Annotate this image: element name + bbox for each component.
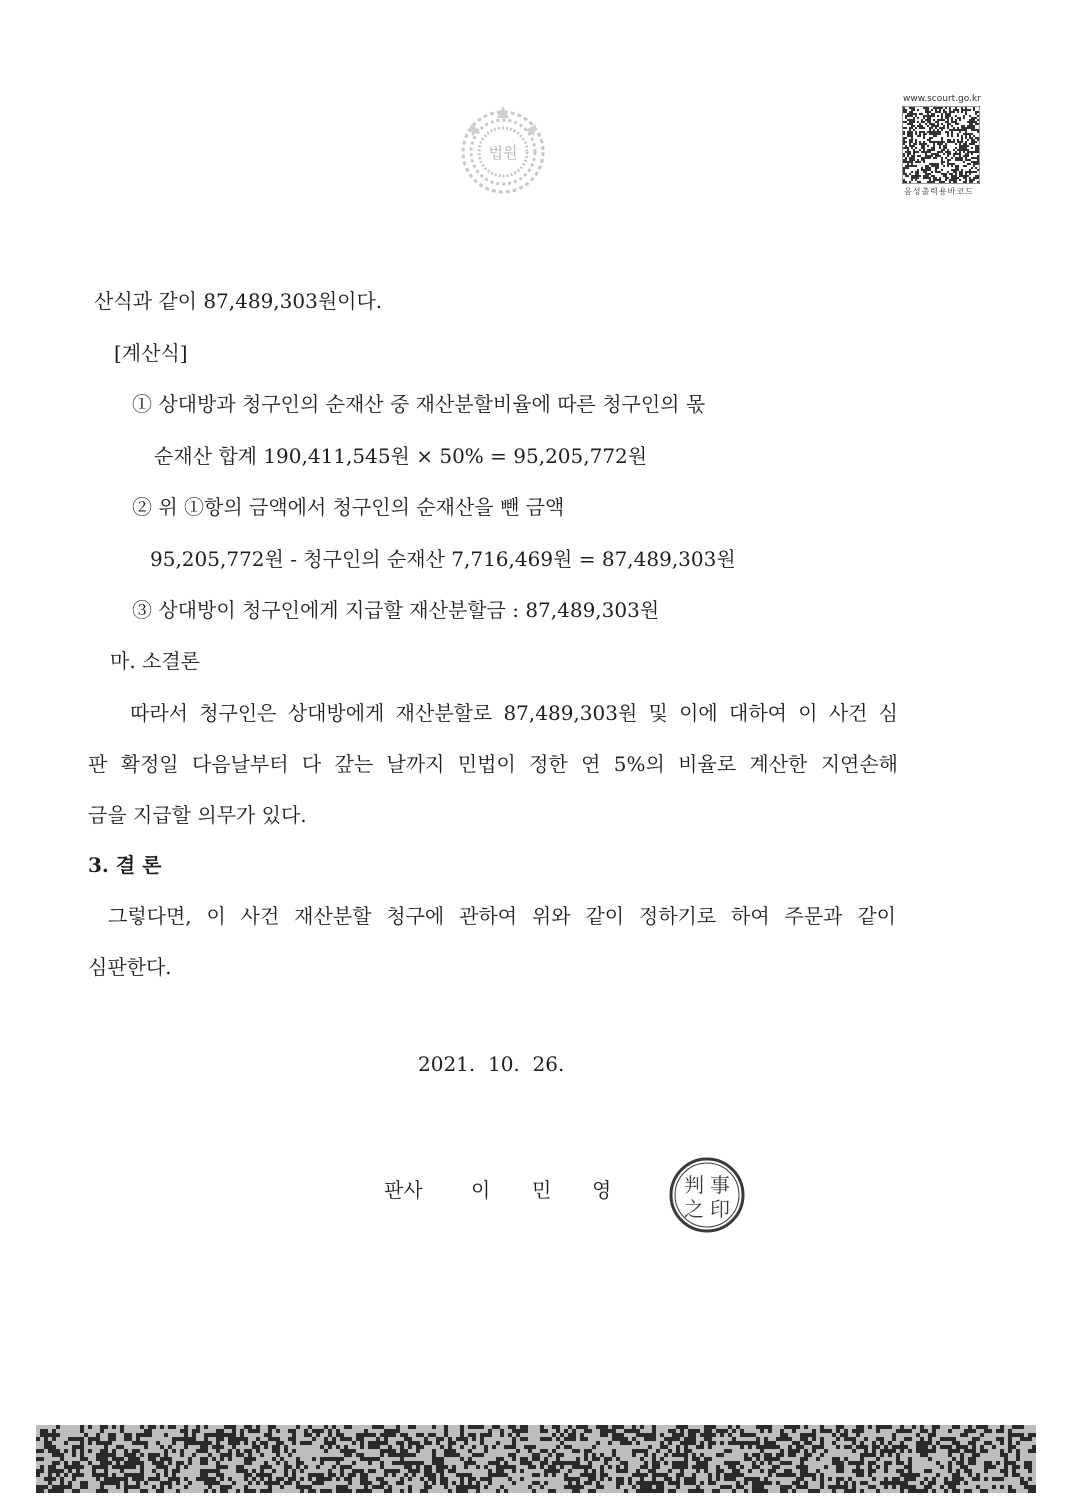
court-emblem-icon: [448, 102, 558, 202]
final-paragraph-line-2: 심판한다.: [88, 955, 172, 979]
emblem-label: 법원: [488, 144, 518, 162]
calc-step-3: ③ 상대방이 청구인에게 지급할 재산분할금 : 87,489,303원: [132, 598, 660, 622]
svg-text:之: 之: [684, 1197, 704, 1221]
document-barcode-strip: [36, 1425, 1036, 1493]
qr-url-label: www.scourt.go.kr: [903, 94, 981, 104]
svg-text:印: 印: [710, 1197, 730, 1221]
decision-date: 2021. 10. 26.: [418, 1052, 565, 1076]
final-paragraph-line-1: 그렇다면, 이 사건 재산분할 청구에 관하여 위와 같이 정하기로 하여 주문과 같이: [108, 904, 896, 928]
calc-heading: [계산식]: [114, 341, 188, 365]
conclusion-paragraph-line-2: 판 확정일 다음날부터 다 갚는 날까지 민법이 정한 연 5%의 비율로 계산한 지연손해: [88, 752, 898, 776]
section-heading-3: 3. 결 론: [88, 853, 162, 877]
intro-line: 산식과 같이 87,489,303원이다.: [94, 289, 383, 313]
judge-seal-stamp: [668, 1156, 746, 1234]
judge-name-char-1: 이: [471, 1178, 491, 1202]
calc-step-1-title: ① 상대방과 청구인의 순재산 중 재산분할비율에 따른 청구인의 몫: [132, 392, 706, 416]
svg-text:判: 判: [684, 1173, 704, 1197]
judge-name-char-2: 민: [532, 1178, 552, 1202]
calc-step-1-formula: 순재산 합계 190,411,545원 × 50% = 95,205,772원: [154, 444, 648, 468]
judge-name-char-3: 영: [592, 1178, 612, 1202]
section-heading-ma: 마. 소결론: [110, 649, 200, 673]
svg-text:事: 事: [710, 1173, 730, 1197]
conclusion-paragraph-line-3: 금을 지급할 의무가 있다.: [88, 803, 307, 827]
qr-caption-label: 음성출력용바코드: [904, 187, 974, 196]
qr-code-icon: [902, 106, 980, 184]
judge-title: 판사: [384, 1178, 423, 1202]
conclusion-paragraph-line-1: 따라서 청구인은 상대방에게 재산분할로 87,489,303원 및 이에 대하여 이 사건 심: [130, 701, 898, 725]
calc-step-2-title: ② 위 ①항의 금액에서 청구인의 순재산을 뺀 금액: [132, 495, 565, 519]
calc-step-2-formula: 95,205,772원 - 청구인의 순재산 7,716,469원 = 87,489,303원: [150, 547, 736, 571]
